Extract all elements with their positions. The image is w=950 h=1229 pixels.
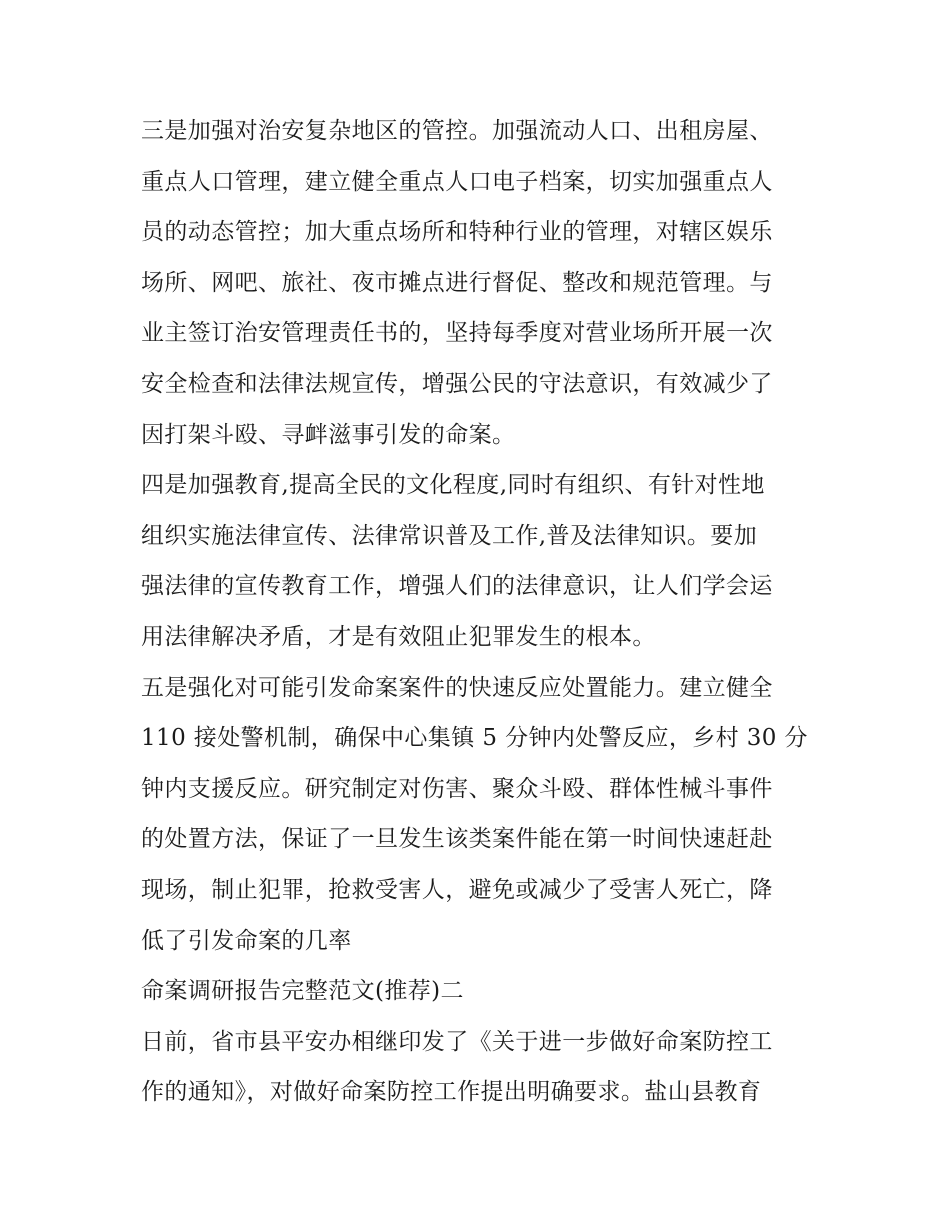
text-line: 作的通知》，对做好命案防控工作提出明确要求。盐山县教育 [141,1079,762,1106]
text-line: 低了引发命案的几率 [141,927,352,954]
text-line: 钟内支援反应。研究制定对伤害、聚众斗殴、群体性械斗事件 [141,775,773,802]
text-line: 强法律的宣传教育工作，增强人们的法律意识，让人们学会运 [141,573,773,600]
document-body [141,106,813,1118]
text-line: 四是加强教育,提高全民的文化程度,同时有组织、有针对性地 [141,472,765,499]
text-line: 因打架斗殴、寻衅滋事引发的命案。 [141,421,516,448]
text-line: 用法律解决矛盾，才是有效阻止犯罪发生的根本。 [141,623,656,650]
text-line: 员的动态管控；加大重点场所和特种行业的管理，对辖区娱乐 [141,219,773,246]
text-line: 场所、网吧、旅社、夜市摊点进行督促、整改和规范管理。与 [141,269,773,296]
text-line: 重点人口管理，建立健全重点人口电子档案，切实加强重点人 [141,168,773,195]
text-line: 业主签订治安管理责任书的，坚持每季度对营业场所开展一次 [141,320,773,347]
text-line: 组织实施法律宣传、法律常识普及工作,普及法律知识。要加 [141,522,758,549]
text-line: 三是加强对治安复杂地区的管控。加强流动人口、出租房屋、 [141,118,773,144]
section-heading: 命案调研报告完整范文(推荐)二 [141,978,464,1005]
text-line: 110 接处警机制，确保中心集镇 5 分钟内处警反应，乡村 30 分 [141,725,808,752]
text-line: 现场，制止犯罪，抢救受害人，避免或减少了受害人死亡，降 [141,876,773,903]
text-line: 安全检查和法律法规宣传，增强公民的守法意识，有效减少了 [141,370,773,397]
text-line: 五是强化对可能引发命案案件的快速反应处置能力。建立健全 [141,674,773,701]
text-line: 日前，省市县平安办相继印发了《关于进一步做好命案防控工 [141,1028,773,1055]
text-line: 的处置方法，保证了一旦发生该类案件能在第一时间快速赶赴 [141,826,773,853]
